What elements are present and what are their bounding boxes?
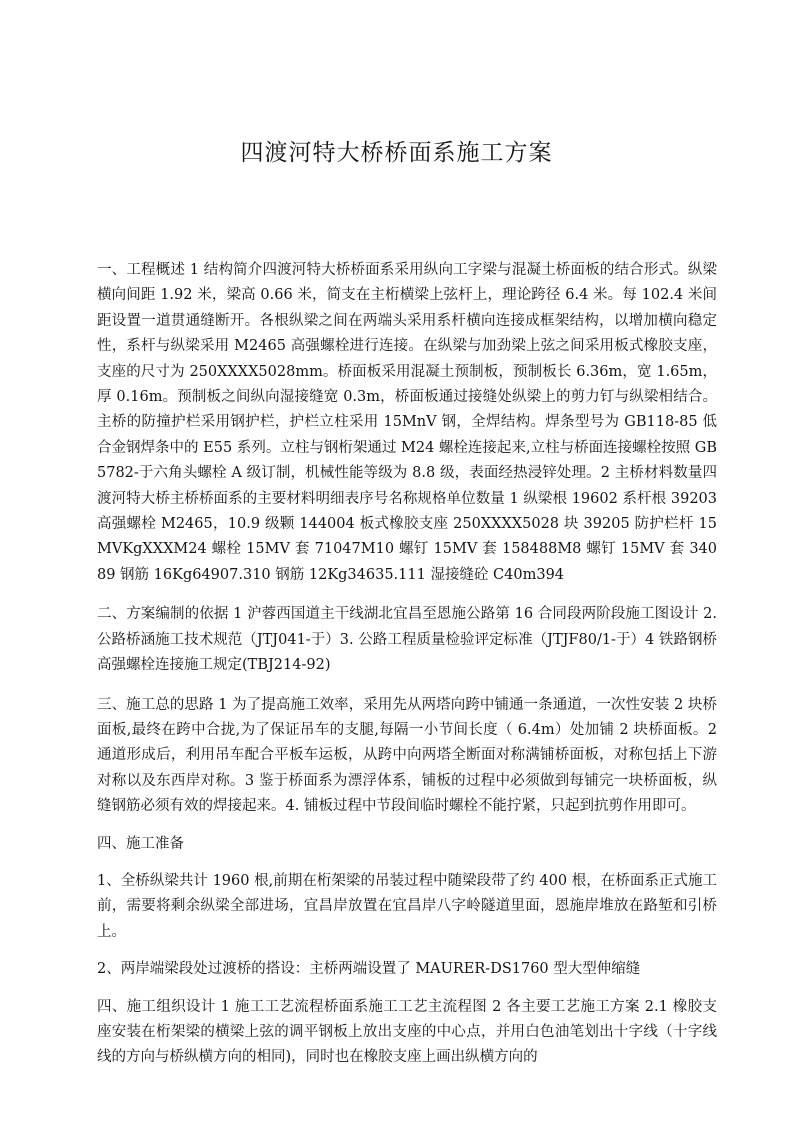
paragraph-organization: 四、施工组织设计 1 施工工艺流程桥面系施工工艺主流程图 2 各主要工艺施工方案 2.1 橡胶支座安装在桁架梁的横梁上弦的调平钢板上放出支座的中心点，并用白色油笔划出十字线（十字线线的方向与桥纵横方向的相同)，同时也在橡胶支座上画出纵横方向的 — [97, 998, 717, 1066]
paragraph-approach: 三、施工总的思路 1 为了提高施工效率，采用先从两塔向跨中铺通一条通道，一次性安装 2 块桥面板,最终在跨中合拢,为了保证吊车的支腿,每隔一小节间长度（ 6.4m）处加铺 2 块桥面板。2 通道形成后，利用吊车配合平板车运板，从跨中向两塔全断面对称满铺桥面板，对称包括上下游对称以及东西岸对称。3 鉴于桥面系为漂浮体系，铺板的过程中必须做到每铺完一块桥面板，纵缝钢筋必须有效的焊接起来。4. 铺板过程中节段间临时螺栓不能拧紧，只起到抗剪作用即可。 — [97, 696, 717, 815]
paragraph-basis: 二、方案编制的依据 1 沪蓉西国道主干线湖北宜昌至恩施公路第 16 合同段两阶段施工图设计 2. 公路桥涵施工技术规范（JTJ041-于）3. 公路工程质量检验评定标准（JTJF80/1-于）4 铁路钢桥高强螺栓连接施工规定(TBJ214-92) — [97, 606, 717, 674]
paragraph-preparation-2: 2、两岸端梁段处过渡桥的搭设：主桥两端设置了 MAURER-DS1760 型大型伸缩缝 — [97, 961, 641, 978]
paragraph-preparation-1: 1、全桥纵梁共计 1960 根,前期在桁架梁的吊装过程中随梁段带了约 400 根，在桥面系正式施工前，需要将剩余纵梁全部进场，宜昌岸放置在宜昌岸八字岭隧道里面，恩施岸堆放在路堑和引桥上。 — [97, 872, 717, 940]
section-heading-preparation: 四、施工准备 — [97, 835, 184, 852]
paragraph-project-overview: 一、工程概述 1 结构简介四渡河特大桥桥面系采用纵向工字梁与混凝土桥面板的结合形式。纵梁横向间距 1.92 米，梁高 0.66 米，简支在主桁横梁上弦杆上，理论跨径 6.4 米。每 102.4 米间距设置一道贯通缝断开。各根纵梁之间在两端头采用系杆横向连接成框架结构，以增加横向稳定性，系杆与纵梁采用 M2465 高强螺栓进行连接。在纵梁与加劲梁上弦之间采用板式橡胶支座，支座的尺寸为 250XXXX5028mm。桥面板采用混凝土预制板，预制板长 6.36m，宽 1.65m，厚 0.16m。预制板之间纵向湿接缝宽 0.3m，桥面板通过接缝处纵梁上的剪力钉与纵梁相结合。主桥的防撞护栏采用钢护栏，护栏立柱采用 15MnV 钢，全焊结构。焊条型号为 GB118-85 低合金钢焊条中的 E55 系列。立柱与钢桁架通过 M24 螺栓连接起来,立柱与桥面连接螺栓按照 GB5782-于六角头螺栓 A 级订制，机械性能等级为 8.8 级，表面经热浸锌处理。2 主桥材料数量四渡河特大桥主桥桥面系的主要材料明细表序号名称规格单位数量 1 纵梁根 19602 系杆根 39203 高强螺栓 M2465，10.9 级颗 144004 板式橡胶支座 250XXXX5028 块 39205 防护栏杆 15MVKgXXXM24 螺栓 15MV 套 71047M10 螺钉 15MV 套 158488M8 螺钉 15MV 套 34089 钢筋 16Kg64907.310 钢筋 12Kg34635.111 湿接缝砼 C40m394 — [97, 262, 717, 583]
document-body — [97, 258, 717, 1081]
document-title: 四渡河特大桥桥面系施工方案 — [240, 140, 553, 166]
